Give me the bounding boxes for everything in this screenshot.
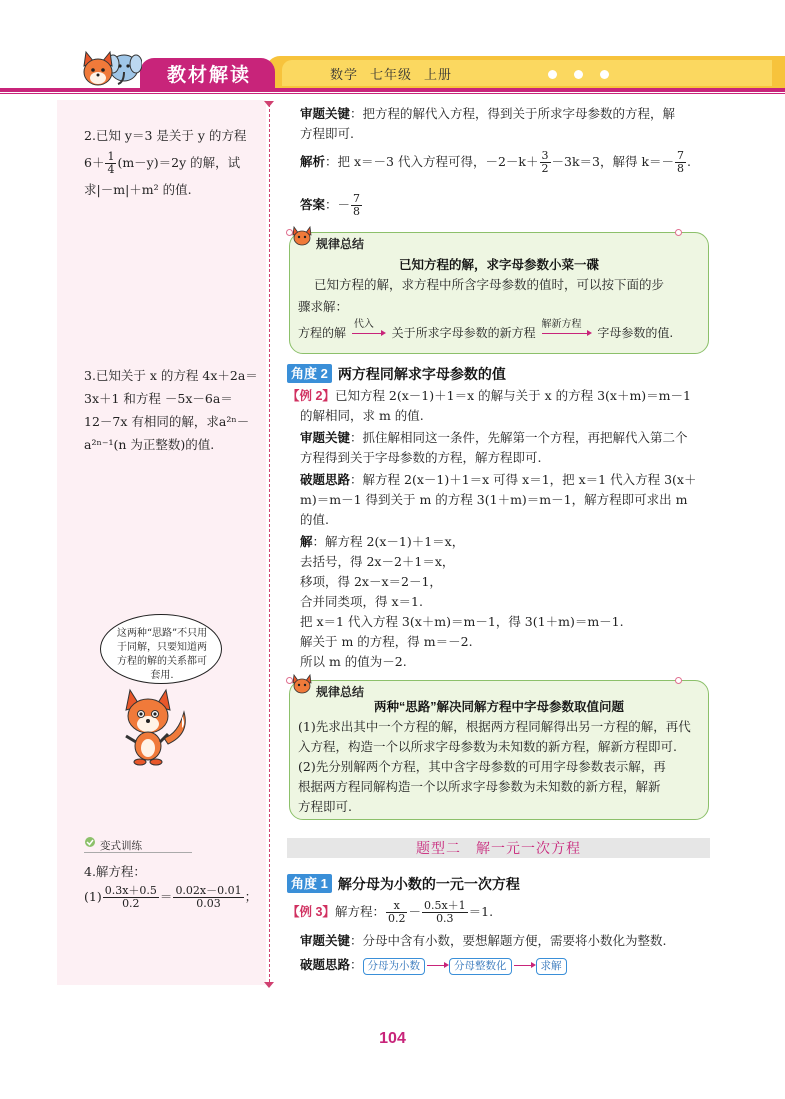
question-type-bar: 题型二 解一元一次方程 xyxy=(287,838,710,858)
pin-icon xyxy=(675,677,682,684)
q2-line: 6＋ $\frac{1}{4}$ (m－y)＝2y 的解，试 xyxy=(84,150,241,176)
angle-title: 两方程同解求字母参数的值 xyxy=(337,365,506,382)
summary-tag: 规律总结 xyxy=(316,237,365,251)
flow-arrow-icon xyxy=(427,965,447,966)
fox-head-icon xyxy=(292,673,312,695)
fraction: $\frac{0.5x+1}{0.3}$ xyxy=(423,899,466,925)
summary-text: (1)先求出其中一个方程的解，根据两方程同解得出另一方程的解，再代 入方程，构造一个以所求字母参数为未知数的新方程，解新方程即可. (2)先分别解两个方程，其中含字母参数的可用字母参数表示解，再 根据两方程同解构造一个以所求字母参数为未知数的新方程，解新 方程即可. xyxy=(298,719,691,814)
question-2 xyxy=(84,124,246,201)
example-3: 【例 3】解方程： $\frac{x}{0.2}$ － $\frac{0.5x+1}{0.3}$ ＝1. 审题关键：分母中含有小数，要想解题方便，需要将小数化为整数. 破题思路： 分母为小数 分母整数化 求解 xyxy=(287,900,712,975)
q2-line: 2.已知 y＝3 是关于 y 的方程 xyxy=(84,128,247,143)
fraction: $\frac{7}{8}$ xyxy=(677,149,685,175)
header-rule-thin xyxy=(0,93,785,94)
q2-line: 求|－m|＋m² 的值. xyxy=(84,182,192,197)
fraction: $\frac{0.3x+0.5}{0.2}$ xyxy=(104,884,157,910)
angle-badge: 角度 2 xyxy=(287,364,332,383)
page-header xyxy=(0,0,785,110)
analysis: 解析：把 x＝－3 代入方程可得，－2－k＋ $\frac{3}{2}$ －3k＝3，解得 k＝－ $\frac{7}{8}$ . xyxy=(300,149,692,175)
flow-step: 分母为小数 xyxy=(363,958,426,975)
q3-line: 12－7x 有相同的解，求a²ⁿ－ xyxy=(84,414,250,429)
question-3 xyxy=(84,364,258,456)
q3-line: 3.已知关于 x 的方程 4x＋2a＝ xyxy=(84,368,258,383)
summary-tag: 规律总结 xyxy=(316,685,365,699)
column-divider xyxy=(269,104,270,982)
volume-label: 上册 xyxy=(424,67,453,82)
q4-line: 4.解方程： xyxy=(84,864,146,879)
flow-step: 求解 xyxy=(536,958,567,975)
header-dot-icon xyxy=(548,70,557,79)
practice-label: 变式训练 xyxy=(100,840,142,852)
fraction: $\frac{1}{4}$ xyxy=(107,150,115,176)
header-dot-icon xyxy=(574,70,583,79)
angle-title: 解分母为小数的一元一次方程 xyxy=(337,875,520,892)
q3-line: 3x＋1 和方程 －5x－6a＝ xyxy=(84,391,233,406)
divider-arrow-icon xyxy=(264,982,274,988)
q3-line: a²ⁿ⁻¹(n 为正整数)的值. xyxy=(84,437,215,452)
flow-arrow-icon xyxy=(514,965,534,966)
fox-head-icon xyxy=(292,225,312,247)
fraction: $\frac{7}{8}$ xyxy=(353,192,361,218)
section-title: 教材解读 xyxy=(166,65,251,86)
summary-text: 已知方程的解，求方程中所含字母参数的值时，可以按下面的步 xyxy=(314,277,665,292)
summary-flow: 方程的解 代入 关于所求字母参数的新方程 解新方程 字母参数的值. xyxy=(298,319,674,340)
question-4 xyxy=(84,860,257,910)
grade-label: 七年级 xyxy=(370,67,413,82)
header-dot-icon xyxy=(600,70,609,79)
angle-2-heading xyxy=(287,364,506,383)
mascot-fox-elephant-icon xyxy=(80,44,142,92)
fox-mascot-icon xyxy=(118,684,192,768)
example-2: 【例 2】已知方程 2(x－1)＋1＝x 的解与关于 x 的方程 3(x＋m)＝m－1 的解相同，求 m 的值. 审题关键：抓住解相同这一条件，先解第一个方程，再把解代入第二个 方程得到关于字母参数的方程，解方程即可. 破题思路：解方程 2(x－1)＋1＝x 可得 x＝1，把 x＝1 代入方程 3(x＋ m)＝m－1 得到关于 m 的方程 3(1＋m)＝m－1，解方程即可求出 m 的值. 解：解方程 2(x－1)＋1＝x， 去括号，得 2x－2＋1＝x， 移项，得 2x－x＝2－1， 合并同类项，得 x＝1. 把 x＝1 代入方程 3(x＋m)＝m－1，得 3(1＋m)＝m－1. 解关于 m 的方程，得 m＝－2. 所以 m 的值为－2. xyxy=(287,388,697,669)
fraction: $\frac{3}{2}$ xyxy=(541,149,549,175)
summary-box-1 xyxy=(289,232,709,354)
summary-box-2 xyxy=(289,680,709,820)
flow-arrow-icon: 代入 xyxy=(350,327,388,337)
page-number: 104 xyxy=(379,1030,406,1047)
subject-label: 数学 xyxy=(330,67,359,82)
answer: 答案：－ $\frac{7}{8}$ xyxy=(300,192,361,218)
flow-arrow-icon: 解新方程 xyxy=(540,327,594,337)
summary-title: 已知方程的解，求字母参数小菜一碟 xyxy=(398,258,599,272)
header-subject xyxy=(330,64,464,83)
pin-icon xyxy=(675,229,682,236)
fraction: $\frac{0.02x-0.01}{0.03}$ xyxy=(175,884,242,910)
header-rule xyxy=(0,88,785,92)
practice-icon xyxy=(84,836,96,848)
fraction: $\frac{x}{0.2}$ xyxy=(387,899,406,925)
summary-text: 骤求解： xyxy=(298,299,349,314)
angle-badge: 角度 1 xyxy=(287,874,332,893)
key-point-1: 审题关键：把方程的解代入方程，得到关于所求字母参数的方程，解 方程即可. xyxy=(300,106,676,141)
q4-equation: (1) $\frac{0.3x+0.5}{0.2}$ ＝ $\frac{0.02x-0.01}{0.03}$ ； xyxy=(84,884,258,910)
summary-title: 两种“思路”解决同解方程中字母参数取值问题 xyxy=(373,700,624,714)
angle-1-heading xyxy=(287,874,520,893)
flow-step: 分母整数化 xyxy=(449,958,512,975)
practice-divider xyxy=(84,852,192,853)
speech-bubble-text: 这两种“思路”不只用于同解，只要知道两方程的解的关系都可套用. xyxy=(116,628,208,681)
